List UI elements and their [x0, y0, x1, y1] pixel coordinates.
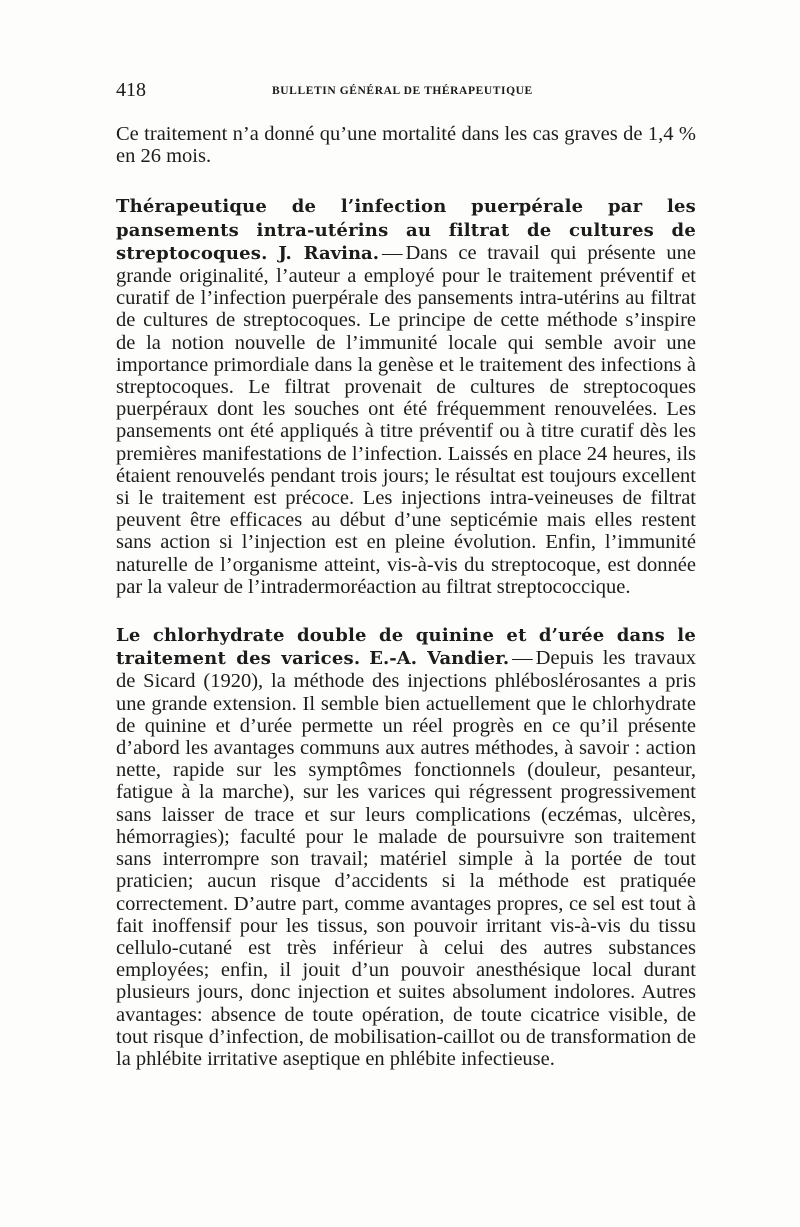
article-dash: —	[512, 647, 533, 670]
article-text: Dans ce travail qui présente une grande originalité, l’auteur a employé pour le traitement préventif et curatif de l’infection puerpérale des pansements intra-utérins au filtrat de cultures de streptocoques. Le principe de cette méthode s’inspire de la notion nouvelle de l’immunité locale qui semble avoir une importance primordiale dans la genèse et le traitement des infections à streptocoques. Le filtrat provenait de cultures de streptocoques puerpéraux dont les souches ont été fréquemment renouvelées. Les pansements ont été appliqués à titre préventif ou à titre curatif dès les premières manifestations de l’infection. Laissés en place 24 heures, ils étaient renouvelés pendant trois jours; le résultat est toujours excellent si le traitement est précoce. Les injections intra-veineuses de filtrat peuvent être efficaces au début d’une septicémie mais elles restent sans action si l’injection est en pleine évolution. Enfin, l’immunité naturelle de l’organisme atteint, vis-à-vis du streptocoque, est donnée par la valeur de l’intradermoréaction au filtrat streptococcique.	[116, 241, 696, 598]
article-author: E.-A. Vandier.	[369, 648, 510, 670]
article-title: Thérapeutique de l’infection puerpérale par les pansements intra-utérins au filtrat de cultures de streptocoques.	[116, 196, 696, 264]
running-title: BULLETIN GÉNÉRAL DE THÉRAPEUTIQUE	[272, 85, 533, 97]
article-text: Depuis les travaux de Sicard (1920), la méthode des injections phléboslérosantes a pris une grande extension. Il semble bien actuellement que le chlorhydrate de quinine et d’urée permette un réel progrès en ce qu’il présente d’abord les avantages communs aux autres méthodes, à savoir : action nette, rapide sur les symptômes fonctionnels (douleur, pesanteur, fatigue à la marche), sur les varices qui régressent progressivement sans laisser de trace et sur leurs complications (eczémas, ulcères, hémorragies); faculté pour le malade de poursuivre son traitement sans interrompre son travail; matériel simple à la portée de tout praticien; aucun risque d’accidents si la méthode est pratiquée correctement. D’autre part, comme avantages propres, ce sel est tout à fait inoffensif pour les tissus, son pouvoir irritant vis-à-vis du tissu cellulo-cutané est très inférieur à celui des autres substances employées; enfin, il jouit d’un pouvoir anesthésique local durant plusieurs jours, donc injection et suites absolument indolores. Autres avantages: absence de toute opération, de toute cicatrice visible, de tout risque d’infection, de mobilisation-caillot ou de transformation de la phlébite irritative aseptique en phlébite infectieuse.	[116, 647, 696, 1070]
article-ravina	[116, 195, 696, 598]
page-body	[116, 123, 696, 1096]
page-header	[116, 79, 696, 103]
article-vandier	[116, 624, 696, 1070]
article-author: J. Ravina.	[278, 242, 379, 264]
article-dash: —	[381, 241, 403, 264]
article-title: Le chlorhydrate double de quinine et d’urée dans le traitement des varices.	[116, 625, 696, 670]
page-number: 418	[116, 79, 146, 101]
intro-paragraph: Ce traitement n’a donné qu’une mortalité dans les cas graves de 1,4 % en 26 mois.	[116, 123, 696, 168]
